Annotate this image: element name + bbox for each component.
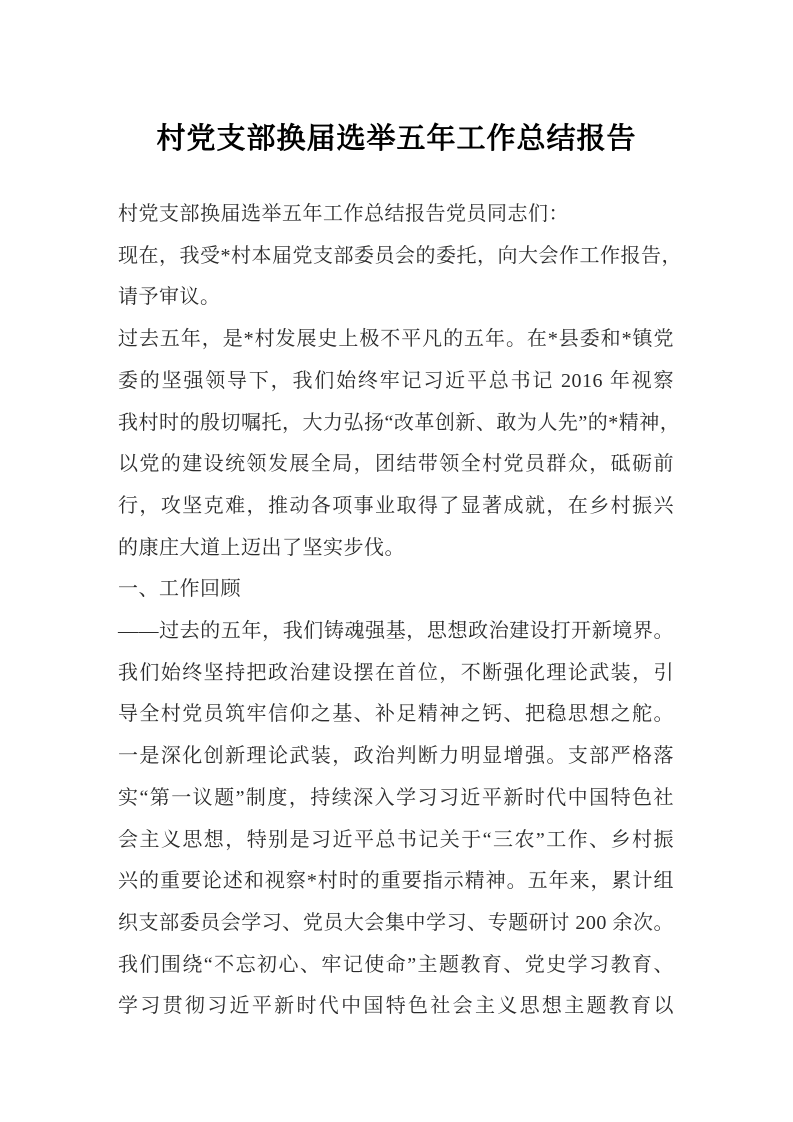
text-line: ——过去的五年，我们铸魂强基，思想政治建设打开新境界。 xyxy=(118,620,674,643)
text-line: 一是深化创新理论武装，政治判断力明显增强。支部严格落 xyxy=(118,745,674,768)
section-heading: 一、工作回顾 xyxy=(118,578,241,601)
text-line: 我们围绕“不忘初心、牢记使命”主题教育、党史学习教育、 xyxy=(118,953,674,976)
text-line: 过去五年，是*村发展史上极不平凡的五年。在*县委和*镇党 xyxy=(118,328,674,351)
text-line: 的康庄大道上迈出了坚实步伐。 xyxy=(118,536,405,559)
text-line: 实“第一议题”制度，持续深入学习习近平新时代中国特色社 xyxy=(118,786,674,809)
text-line: 现在，我受*村本届党支部委员会的委托，向大会作工作报告， xyxy=(118,244,682,267)
text-line: 我们始终坚持把政治建设摆在首位，不断强化理论武装，引 xyxy=(118,661,674,684)
text-line: 我村时的殷切嘱托，大力弘扬“改革创新、敢为人先”的*精神， xyxy=(118,411,681,434)
text-line: 织支部委员会学习、党员大会集中学习、专题研讨 200 余次。 xyxy=(118,911,674,934)
document-body xyxy=(118,194,682,1028)
text-line: 请予审议。 xyxy=(118,286,221,309)
text-line: 会主义思想，特别是习近平总书记关于“三农”工作、乡村振 xyxy=(118,828,674,851)
text-line: 兴的重要论述和视察*村时的重要指示精神。五年来，累计组 xyxy=(118,870,674,893)
text-line: 导全村党员筑牢信仰之基、补足精神之钙、把稳思想之舵。 xyxy=(118,703,674,726)
text-line: 行，攻坚克难，推动各项事业取得了显著成就，在乡村振兴 xyxy=(118,494,674,517)
document-title: 村党支部换届选举五年工作总结报告 xyxy=(156,123,637,155)
text-line: 学习贯彻习近平新时代中国特色社会主义思想主题教育以 xyxy=(118,995,674,1018)
text-line: 以党的建设统领发展全局，团结带领全村党员群众，砥砺前 xyxy=(118,453,674,476)
text-line: 委的坚强领导下，我们始终牢记习近平总书记 2016 年视察 xyxy=(118,369,674,392)
text-line: 村党支部换届选举五年工作总结报告党员同志们： xyxy=(118,203,569,225)
